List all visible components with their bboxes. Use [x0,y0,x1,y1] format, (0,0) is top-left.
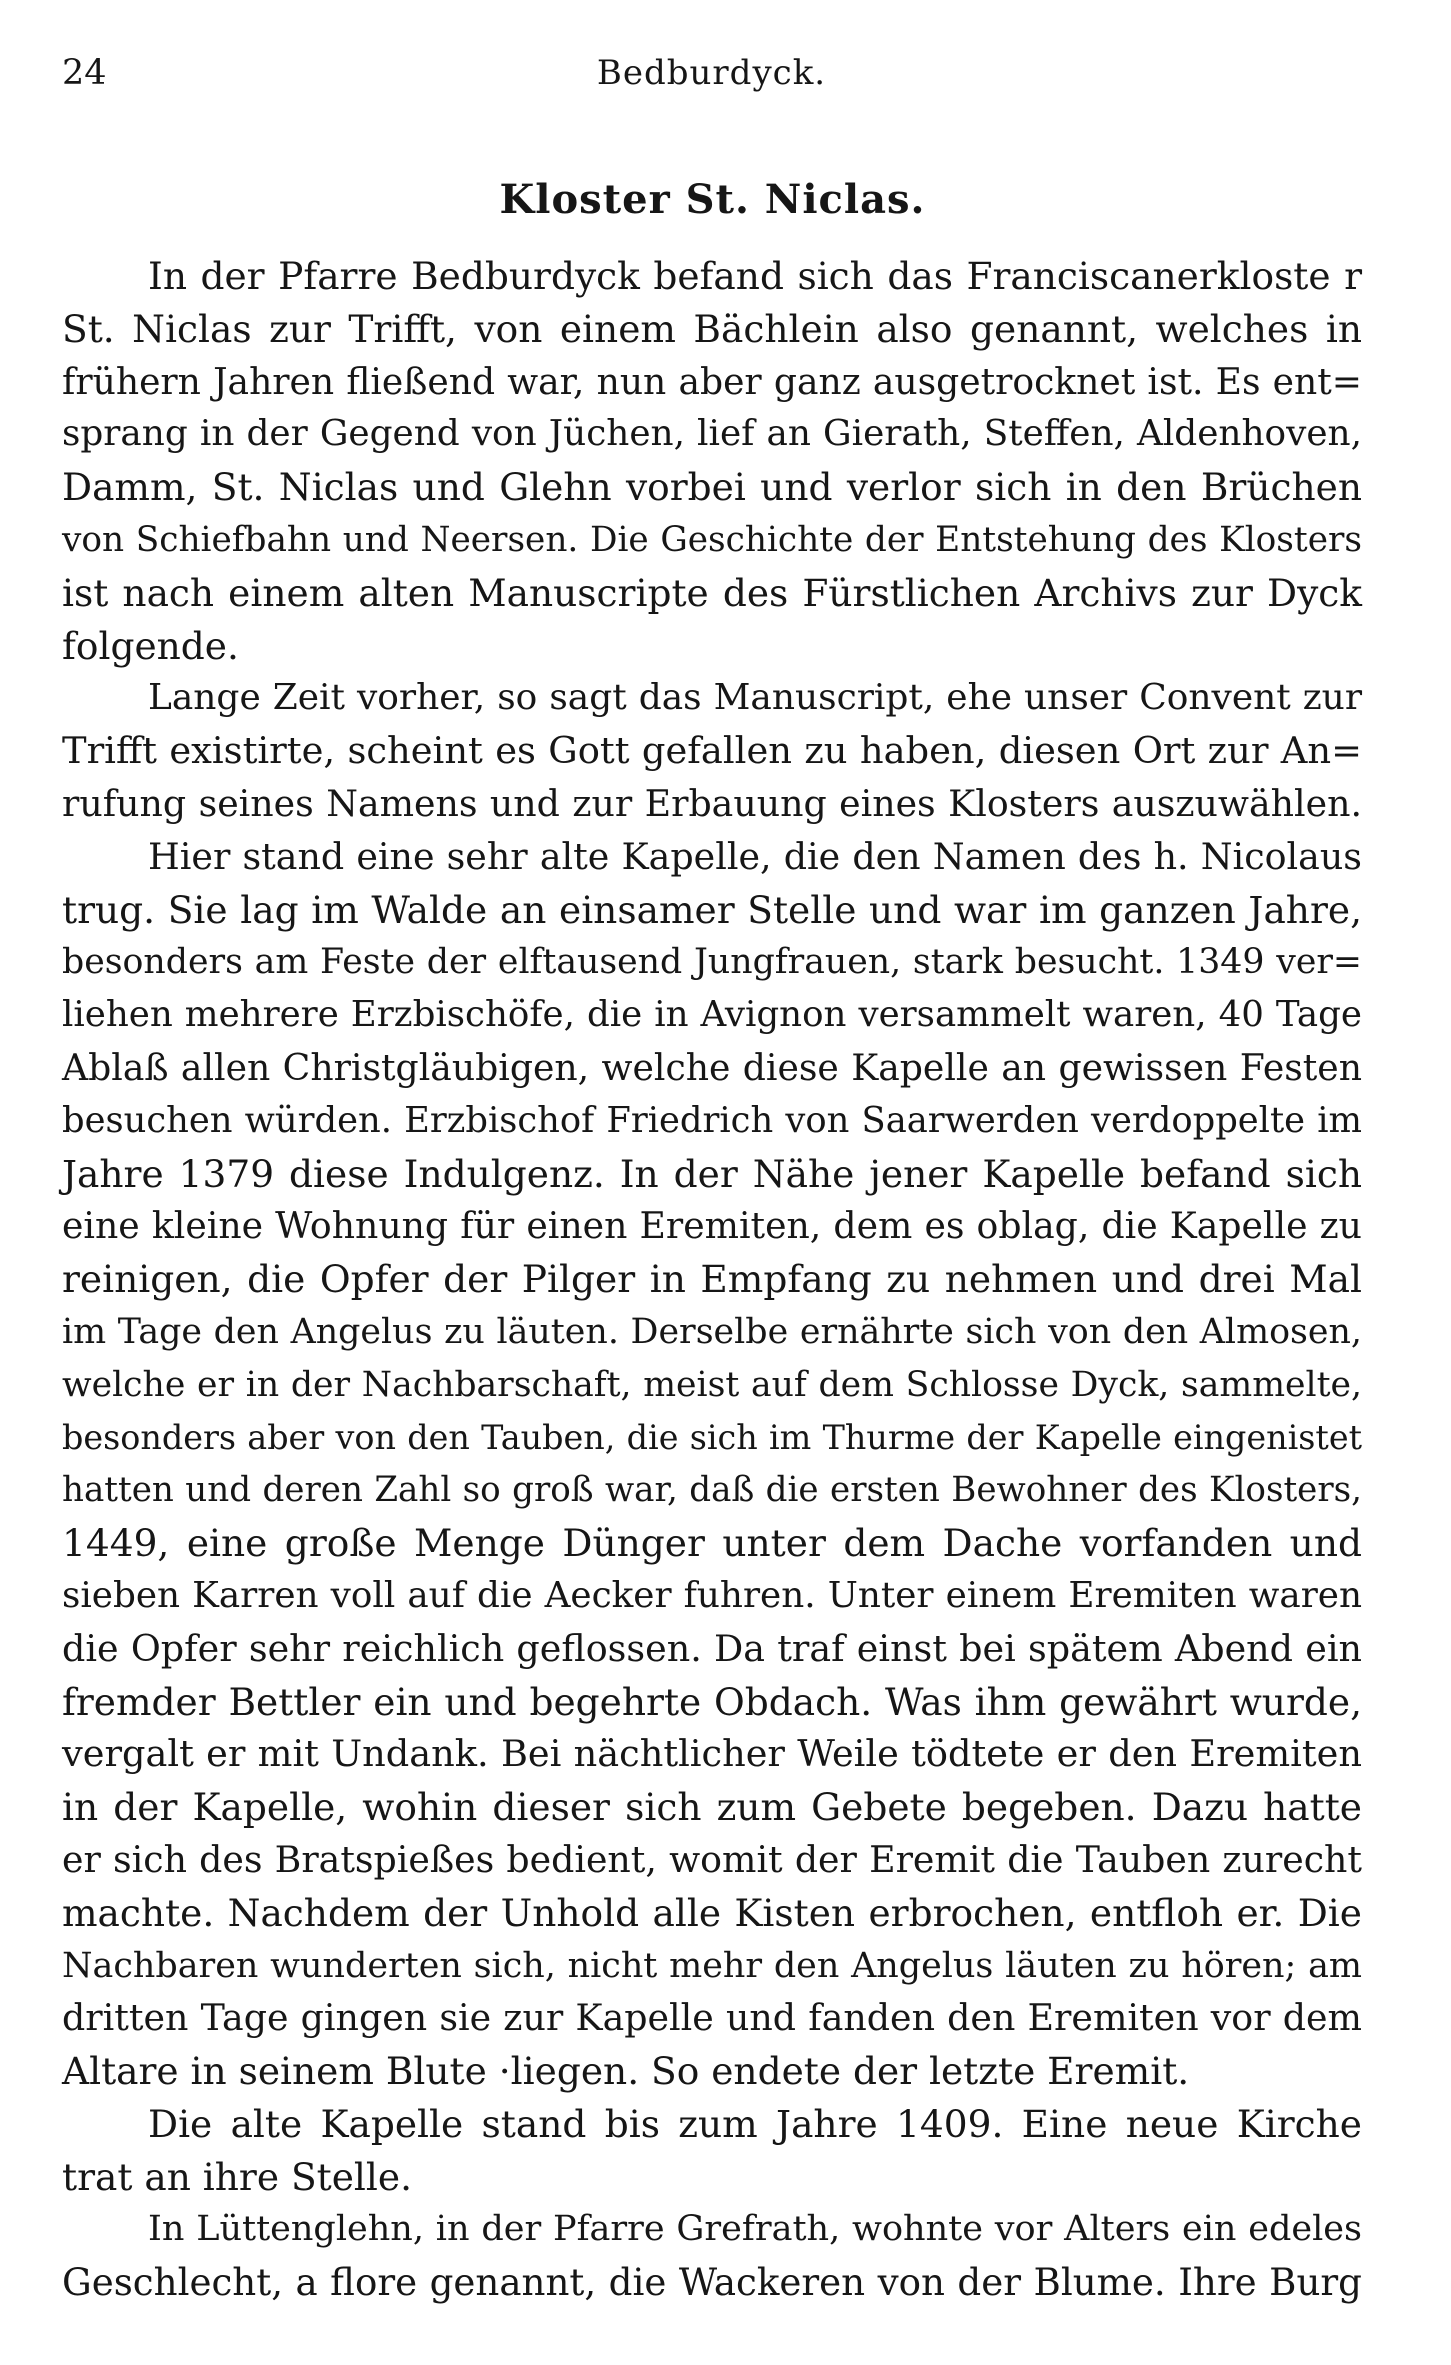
text-line-content: St. Niclas zur Trifft, von einem Bächlein also genannt, welches in [62,306,1362,351]
page-header [62,48,1361,98]
text-line-content: sieben Karren voll auf die Aecker fuhren. Unter einem Eremiten waren [62,1574,1362,1616]
text-line [62,1940,1362,1993]
text-line [62,1570,1362,1623]
text-line [62,408,1362,461]
text-line-content: Lange Zeit vorher, so sagt das Manuscript, ehe unser Convent zur [148,677,1362,719]
text-line [62,1200,1362,1253]
text-line [62,1517,1362,1570]
text-line-content: Nachbaren wunderten sich, nicht mehr den Angelus läuten zu hören; am [62,1945,1362,1986]
text-line-content: im Tage den Angelus zu läuten. Derselbe ernährte sich von den Almosen, [62,1311,1362,1352]
section-title: Kloster St. Niclas. [499,176,926,223]
text-line-content: von Schiefbahn und Neersen. Die Geschichte der Entstehung des Klosters [62,519,1362,560]
text-line-content: Altare in seinem Blute ·liegen. So endete der letzte Eremit. [62,2049,1190,2094]
text-line-content: besonders aber von den Tauben, die sich im Thurme der Kapelle eingenistet [62,1417,1362,1457]
text-line [62,1781,1362,1834]
text-line [62,778,1362,831]
text-line [62,989,1362,1042]
text-line-content: hatten und deren Zahl so groß war, daß die ersten Bewohner des Klosters, [62,1470,1362,1511]
text-line [62,303,1362,356]
text-line-content: liehen mehrere Erzbischöfe, die in Avignon versammelt waren, 40 Tage [62,994,1362,1036]
text-line [62,1834,1362,1887]
text-line [62,1676,1362,1729]
text-line [62,1042,1362,1095]
text-line [62,2045,1362,2098]
text-line [62,884,1362,937]
text-line [62,2151,1362,2204]
body-text [62,250,1362,2309]
text-line-content: Trifft existirte, scheint es Gott gefallen zu haben, diesen Ort zur An= [62,729,1362,773]
text-line-content: vergalt er mit Undank. Bei nächtlicher Weile tödtete er den Eremiten [62,1732,1362,1776]
text-line [62,1095,1362,1148]
running-head: Bedburdyck. [596,53,827,93]
text-line-content: fremder Bettler ein und begehrte Obdach. Was ihm gewährt wurde, [62,1679,1362,1724]
text-line [62,725,1362,778]
text-line [62,1412,1362,1465]
text-line [62,514,1362,567]
text-line-content: Jahre 1379 diese Indulgenz. In der Nähe jener Kapelle befand sich [62,1151,1362,1196]
text-line [62,1992,1362,2045]
text-line-content: trat an ihre Stelle. [62,2154,413,2199]
text-line [62,2203,1362,2256]
text-line-content: rufung seines Namens und zur Erbauung eines Klosters auszuwählen. [62,781,1362,825]
text-line [62,936,1362,989]
text-line [62,672,1362,725]
text-line [62,1359,1362,1412]
page-number: 24 [62,53,107,93]
text-line [62,1464,1362,1517]
text-line-content: machte. Nachdem der Unhold alle Kisten erbrochen, entfloh er. Die [62,1890,1362,1935]
text-line-content: trug. Sie lag im Walde an einsamer Stelle und war im ganzen Jahre, [62,887,1362,932]
text-line [62,1253,1362,1306]
text-line [62,620,1362,673]
text-line-content: In Lüttenglehn, in der Pfarre Grefrath, wohnte vor Alters ein edeles [148,2208,1362,2250]
text-line-content: dritten Tage gingen sie zur Kapelle und fanden den Eremiten vor dem [62,1996,1362,2040]
text-line [62,1306,1362,1359]
text-line [62,1623,1362,1676]
text-line-content: die Opfer sehr reichlich geflossen. Da traf einst bei spätem Abend ein [62,1626,1362,1670]
text-line-content: besuchen würden. Erzbischof Friedrich von Saarwerden verdoppelte im [62,1099,1362,1141]
text-line [62,1148,1362,1201]
text-line-content: eine kleine Wohnung für einen Eremiten, dem es oblag, die Kapelle zu [62,1204,1362,1248]
text-line-content: folgende. [62,623,239,668]
text-line-content: sprang in der Gegend von Jüchen, lief an Gierath, Steffen, Aldenhoven, [62,413,1362,455]
text-line [62,831,1362,884]
text-line-content: Damm, St. Niclas und Glehn vorbei und verlor sich in den Brüchen [62,465,1362,510]
text-line-content: Ablaß allen Christgläubigen, welche diese Kapelle an gewissen Festen [62,1045,1362,1089]
text-line [62,2098,1362,2151]
text-line-content: Hier stand eine sehr alte Kapelle, die den Namen des h. Nicolaus [148,834,1362,878]
text-line [62,461,1362,514]
text-line [62,250,1362,303]
text-line-content: welche er in der Nachbarschaft, meist auf dem Schlosse Dyck, sammelte, [62,1364,1362,1405]
text-line [62,2256,1362,2309]
text-line-content: In der Pfarre Bedburdyck befand sich das Franciscanerkloste r [148,254,1362,298]
text-line-content: Die alte Kapelle stand bis zum Jahre 1409. Eine neue Kirche [148,2101,1362,2146]
text-line-content: besonders am Feste der elftausend Jungfrauen, stark besucht. 1349 ver= [62,942,1362,983]
text-line [62,567,1362,620]
text-line [62,1887,1362,1940]
text-line [62,1728,1362,1781]
text-line-content: ist nach einem alten Manuscripte des Fürstlichen Archivs zur Dyck [62,570,1362,615]
text-line-content: Geschlecht, a flore genannt, die Wackeren von der Blume. Ihre Burg [62,2260,1362,2305]
text-line-content: reinigen, die Opfer der Pilger in Empfang zu nehmen und drei Mal [62,1257,1362,1302]
text-line [62,356,1362,409]
text-line-content: er sich des Bratspießes bedient, womit der Eremit die Tauben zurecht [62,1837,1362,1881]
text-line-content: frühern Jahren fließend war, nun aber ganz ausgetrocknet ist. Es ent= [62,360,1362,403]
text-line-content: in der Kapelle, wohin dieser sich zum Gebete begeben. Dazu hatte [62,1785,1362,1830]
text-line-content: 1449, eine große Menge Dünger unter dem Dache vorfanden und [62,1521,1362,1566]
